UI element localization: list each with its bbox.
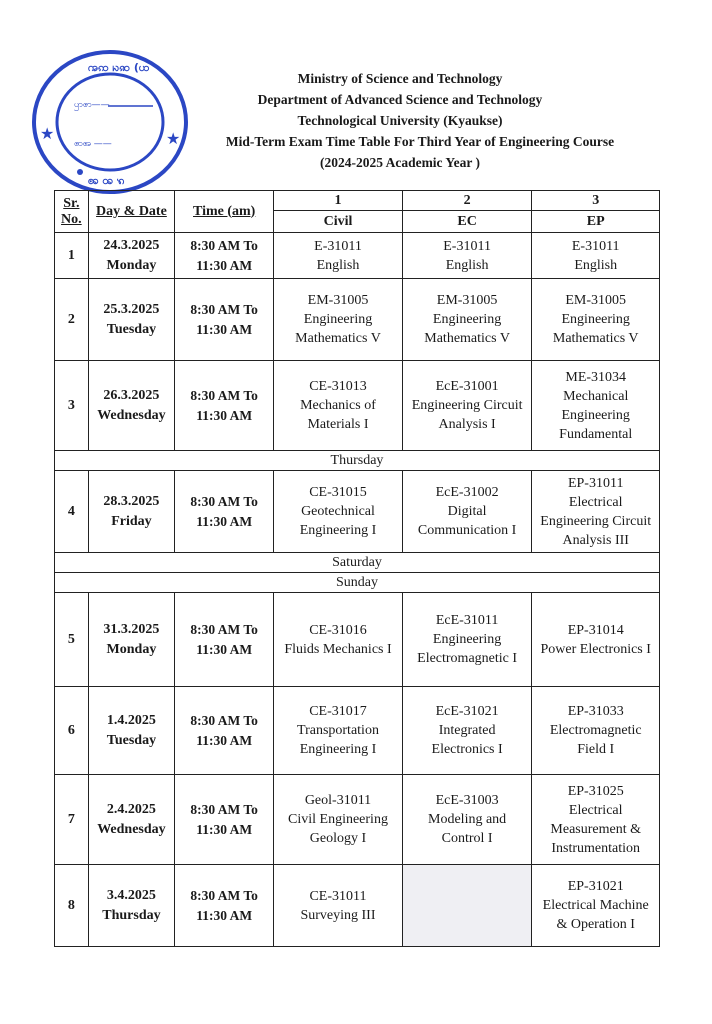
subject-name-line: Control I	[441, 831, 493, 846]
time-cell	[175, 593, 274, 687]
subject-name-line: Engineering Circuit	[540, 513, 652, 529]
table-row	[55, 687, 660, 775]
subject-name-line: Mathematics V	[552, 331, 639, 346]
ep-subject-cell	[532, 593, 660, 687]
exam-date: 1.4.2025	[106, 712, 156, 728]
subject-code: Geol-31011	[304, 793, 372, 808]
time-end: 11:30 AM	[196, 907, 253, 923]
time-cell	[175, 687, 274, 775]
subject-name-line: Mechanical	[563, 388, 629, 404]
department-name: Department of Advanced Science and Technology	[257, 92, 543, 107]
ep-subject-cell	[532, 233, 660, 279]
ep-subject-cell	[532, 361, 660, 451]
day-date-cell	[88, 279, 174, 361]
time-start: 8:30 AM To	[190, 712, 258, 728]
exam-day: Friday	[111, 513, 152, 529]
subject-name-line: Mathematics V	[424, 331, 510, 346]
time-end: 11:30 AM	[196, 321, 253, 337]
subject-name-line: Engineering	[303, 312, 373, 327]
time-cell	[175, 279, 274, 361]
subject-code: EcE-31021	[435, 704, 499, 719]
table-row	[55, 471, 660, 553]
subject-code: E-31011	[443, 238, 491, 254]
svg-text:ꩧꩨ ——: ꩧꩨ ——	[74, 139, 112, 149]
header-civil: Civil	[274, 211, 403, 233]
holiday-label: Saturday	[55, 553, 660, 573]
ep-subject-cell	[532, 687, 660, 775]
exam-date: 28.3.2025	[103, 493, 160, 509]
subject-name-line: Instrumentation	[551, 840, 641, 856]
subject-name-line: Engineering I	[299, 523, 377, 538]
subject-code: E-31011	[571, 238, 620, 254]
subject-code: EP-31011	[567, 475, 624, 491]
time-start: 8:30 AM To	[190, 301, 258, 317]
day-date-cell	[88, 471, 174, 553]
subject-name-line: Engineering	[561, 407, 630, 423]
subject-name-line: Engineering	[561, 312, 630, 327]
subject-name-line: Electromagnetic	[549, 723, 642, 738]
exam-date: 24.3.2025	[103, 237, 160, 253]
subject-name-line: Power Electronics I	[540, 641, 651, 657]
day-date-cell	[88, 687, 174, 775]
subject-name-line: Integrated	[438, 723, 496, 738]
time-end: 11:30 AM	[196, 641, 253, 657]
time-start: 8:30 AM To	[190, 621, 258, 637]
subject-name-line: Fluids Mechanics I	[284, 641, 392, 657]
civil-subject-cell	[274, 361, 403, 451]
civil-subject-cell	[274, 233, 403, 279]
subject-name-line: Engineering I	[299, 742, 377, 757]
civil-subject-cell	[274, 865, 403, 947]
subject-code: ME-31034	[565, 369, 627, 385]
table-row	[55, 865, 660, 947]
subject-name-line: Engineering	[432, 312, 502, 327]
time-start: 8:30 AM To	[190, 237, 258, 253]
subject-name-line: Electrical	[568, 494, 623, 510]
table-row	[55, 593, 660, 687]
subject-name-line: Electromagnetic I	[417, 651, 518, 666]
ep-subject-cell	[532, 471, 660, 553]
ep-subject-cell	[532, 865, 660, 947]
time-cell	[175, 233, 274, 279]
subject-code: EcE-31003	[435, 793, 499, 808]
subject-name-line: Mechanics of	[300, 398, 376, 413]
exam-day: Tuesday	[106, 732, 157, 748]
subject-name-line: Geology I	[309, 831, 367, 846]
day-date-cell	[88, 593, 174, 687]
table-row	[55, 233, 660, 279]
holiday-row	[55, 553, 660, 573]
subject-name-line: Electrical	[568, 802, 623, 818]
academic-year: (2024-2025 Academic Year )	[319, 155, 481, 170]
subject-name-line: Fundamental	[559, 426, 633, 442]
ep-subject-cell	[532, 775, 660, 865]
header-col-number: 2	[402, 191, 532, 211]
subject-code: EP-31033	[567, 704, 624, 719]
ec-subject-cell	[402, 775, 532, 865]
day-date-cell	[88, 775, 174, 865]
subject-code: EM-31005	[565, 293, 627, 308]
subject-code: EcE-31011	[435, 613, 499, 628]
subject-code: CE-31016	[309, 622, 367, 638]
svg-text:★: ★	[40, 124, 55, 143]
civil-subject-cell	[274, 687, 403, 775]
ec-subject-cell	[402, 593, 532, 687]
exam-day: Wednesday	[97, 821, 166, 837]
time-cell	[175, 361, 274, 451]
university-name: Technological University (Kyaukse)	[297, 113, 503, 128]
svg-text:★: ★	[166, 129, 181, 148]
subject-code: CE-31017	[309, 704, 367, 719]
subject-code: EP-31025	[567, 783, 624, 799]
subject-name-line: Communication I	[417, 523, 517, 538]
subject-name-line: Transportation	[297, 723, 379, 738]
time-start: 8:30 AM To	[190, 887, 258, 903]
civil-subject-cell	[274, 471, 403, 553]
time-start: 8:30 AM To	[190, 801, 258, 817]
ep-subject-cell	[532, 279, 660, 361]
time-end: 11:30 AM	[196, 821, 253, 837]
subject-code: EM-31005	[307, 293, 369, 308]
sr-no: 8	[55, 865, 89, 947]
subject-code: CE-31015	[309, 485, 367, 500]
timetable-title: Mid-Term Exam Time Table For Third Year of Engineering Course	[225, 134, 615, 149]
subject-name-line: Electronics I	[431, 742, 503, 757]
subject-code: EM-31005	[436, 293, 498, 308]
subject-name-line: Analysis III	[562, 532, 629, 548]
day-date-cell	[88, 361, 174, 451]
subject-name-line: Engineering	[432, 632, 502, 647]
sr-no: 3	[55, 361, 89, 451]
exam-date: 25.3.2025	[103, 301, 160, 317]
ec-subject-cell	[402, 865, 532, 947]
svg-text:ꩥꩦ——: ꩥꩦ——	[74, 100, 110, 110]
subject-code: EcE-31002	[435, 485, 499, 500]
subject-name-line: Surveying III	[300, 907, 376, 923]
holiday-row	[55, 573, 660, 593]
header-sr-no: Sr. No.	[55, 191, 89, 233]
ec-subject-cell	[402, 279, 532, 361]
ministry-name: Ministry of Science and Technology	[297, 71, 503, 86]
subject-name-line: Measurement &	[550, 821, 641, 837]
holiday-label: Sunday	[55, 573, 660, 593]
time-end: 11:30 AM	[196, 732, 253, 748]
subject-code: EP-31021	[567, 879, 624, 894]
time-end: 11:30 AM	[196, 257, 253, 273]
header-ec: EC	[402, 211, 532, 233]
civil-subject-cell	[274, 593, 403, 687]
sr-no: 2	[55, 279, 89, 361]
time-cell	[175, 471, 274, 553]
exam-day: Wednesday	[97, 407, 166, 423]
time-end: 11:30 AM	[196, 407, 253, 423]
time-start: 8:30 AM To	[190, 493, 258, 509]
subject-code: EcE-31001	[435, 379, 499, 394]
header-col-number: 1	[274, 191, 403, 211]
subject-code: CE-31013	[309, 379, 367, 394]
subject-code: E-31011	[314, 238, 362, 254]
subject-name-line: Field I	[577, 742, 615, 757]
header-ep: EP	[532, 211, 660, 233]
subject-name-line: & Operation I	[556, 917, 635, 932]
table-row	[55, 279, 660, 361]
table-row	[55, 775, 660, 865]
sr-no: 6	[55, 687, 89, 775]
exam-day: Thursday	[102, 907, 161, 923]
subject-name-line: English	[316, 257, 360, 273]
time-start: 8:30 AM To	[190, 387, 258, 403]
sr-no: 4	[55, 471, 89, 553]
day-date-cell	[88, 865, 174, 947]
day-date-cell	[88, 233, 174, 279]
ec-subject-cell	[402, 471, 532, 553]
time-cell	[175, 775, 274, 865]
holiday-label: Thursday	[55, 451, 660, 471]
sr-no: 1	[55, 233, 89, 279]
header-time: Time (am)	[175, 191, 274, 233]
subject-name-line: Electrical Machine	[542, 898, 649, 913]
exam-day: Monday	[106, 257, 157, 273]
subject-name-line: Geotechnical	[301, 504, 375, 519]
exam-date: 3.4.2025	[106, 887, 156, 903]
subject-code: CE-31011	[309, 888, 367, 904]
ec-subject-cell	[402, 361, 532, 451]
exam-timetable	[54, 190, 660, 947]
subject-name-line: Digital	[447, 504, 487, 519]
table-row	[55, 361, 660, 451]
subject-name-line: Engineering Circuit	[411, 398, 523, 413]
header-col-number: 3	[532, 191, 660, 211]
subject-name-line: Analysis I	[438, 417, 496, 432]
time-end: 11:30 AM	[196, 513, 253, 529]
svg-text:ꩩ ꩪ ꩫ: ꩩ ꩪ ꩫ	[88, 174, 125, 187]
subject-name-line: Civil Engineering	[288, 812, 388, 827]
exam-date: 31.3.2025	[103, 621, 160, 637]
exam-date: 26.3.2025	[103, 387, 160, 403]
exam-day: Tuesday	[106, 321, 157, 337]
civil-subject-cell	[274, 775, 403, 865]
sr-no: 5	[55, 593, 89, 687]
header-day-date: Day & Date	[88, 191, 174, 233]
exam-day: Monday	[106, 641, 157, 657]
subject-name-line: Mathematics V	[295, 331, 381, 346]
document-header	[140, 68, 680, 173]
holiday-row	[55, 451, 660, 471]
ec-subject-cell	[402, 233, 532, 279]
subject-name-line: Materials I	[307, 417, 369, 432]
sr-no: 7	[55, 775, 89, 865]
subject-code: EP-31014	[567, 622, 624, 638]
time-cell	[175, 865, 274, 947]
subject-name-line: English	[574, 257, 618, 273]
subject-name-line: English	[445, 257, 489, 273]
subject-name-line: Modeling and	[428, 812, 507, 827]
exam-date: 2.4.2025	[106, 801, 156, 817]
civil-subject-cell	[274, 279, 403, 361]
ec-subject-cell	[402, 687, 532, 775]
svg-text:ꩠꩡ ꩢꩣ (ꩤ: ꩠꩡ ꩢꩣ (ꩤ	[88, 61, 150, 74]
